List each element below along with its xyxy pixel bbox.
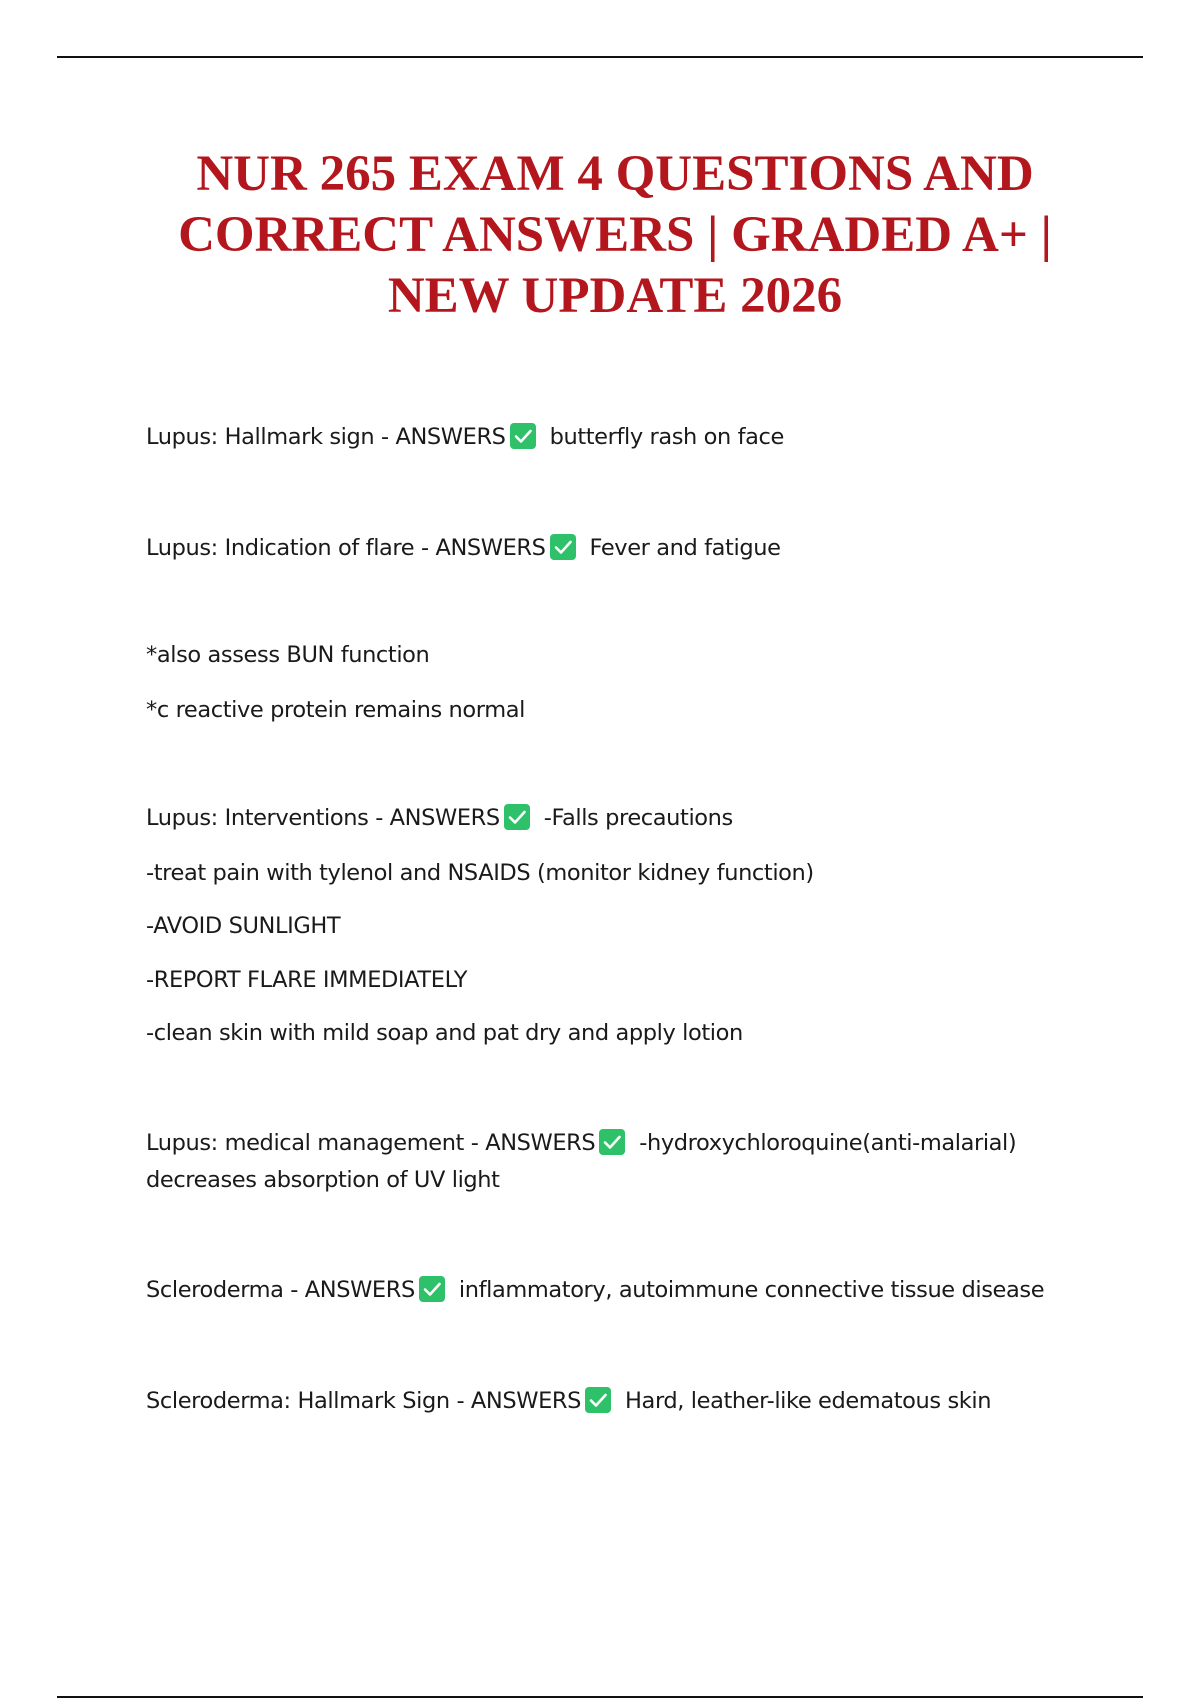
note-line: -AVOID SUNLIGHT [146, 913, 341, 939]
green-checkmark-icon [550, 534, 576, 560]
answer-text: -hydroxychloroquine(anti-malarial) decreases absorption of UV light [146, 1130, 1017, 1193]
answer-text: Fever and fatigue [589, 535, 781, 561]
document-title: NUR 265 EXAM 4 QUESTIONS AND CORRECT ANSWERS | GRADED A+ | NEW UPDATE 2026 [178, 146, 1052, 324]
green-checkmark-icon [585, 1387, 611, 1413]
green-checkmark-icon [599, 1129, 625, 1155]
green-checkmark-icon [419, 1276, 445, 1302]
question-text: Lupus: Hallmark sign - ANSWERS [146, 424, 506, 450]
bottom-rule [57, 1696, 1143, 1698]
answer-text: Hard, leather-like edematous skin [625, 1388, 992, 1414]
qa-item [146, 1383, 1096, 1420]
qa-item [146, 1272, 1096, 1309]
question-text: Scleroderma - ANSWERS [146, 1277, 415, 1303]
green-checkmark-icon [510, 423, 536, 449]
answer-text: butterfly rash on face [549, 424, 784, 450]
qa-item [146, 419, 1096, 456]
top-rule [57, 56, 1143, 58]
question-text: Lupus: Indication of flare - ANSWERS [146, 535, 546, 561]
qa-item [146, 530, 1096, 567]
question-text: Scleroderma: Hallmark Sign - ANSWERS [146, 1388, 582, 1414]
note-line: *also assess BUN function [146, 642, 430, 668]
question-text: Lupus: medical management - ANSWERS [146, 1130, 596, 1156]
note-line: -REPORT FLARE IMMEDIATELY [146, 967, 468, 993]
answer-text: inflammatory, autoimmune connective tissue disease [458, 1277, 1045, 1303]
note-line: -treat pain with tylenol and NSAIDS (monitor kidney function) [146, 860, 814, 886]
answer-text: -Falls precautions [543, 805, 733, 831]
note-line: *c reactive protein remains normal [146, 697, 525, 723]
qa-item [146, 1125, 1096, 1199]
qa-item [146, 800, 1096, 837]
green-checkmark-icon [504, 804, 530, 830]
note-line: -clean skin with mild soap and pat dry and apply lotion [146, 1020, 743, 1046]
question-text: Lupus: Interventions - ANSWERS [146, 805, 500, 831]
